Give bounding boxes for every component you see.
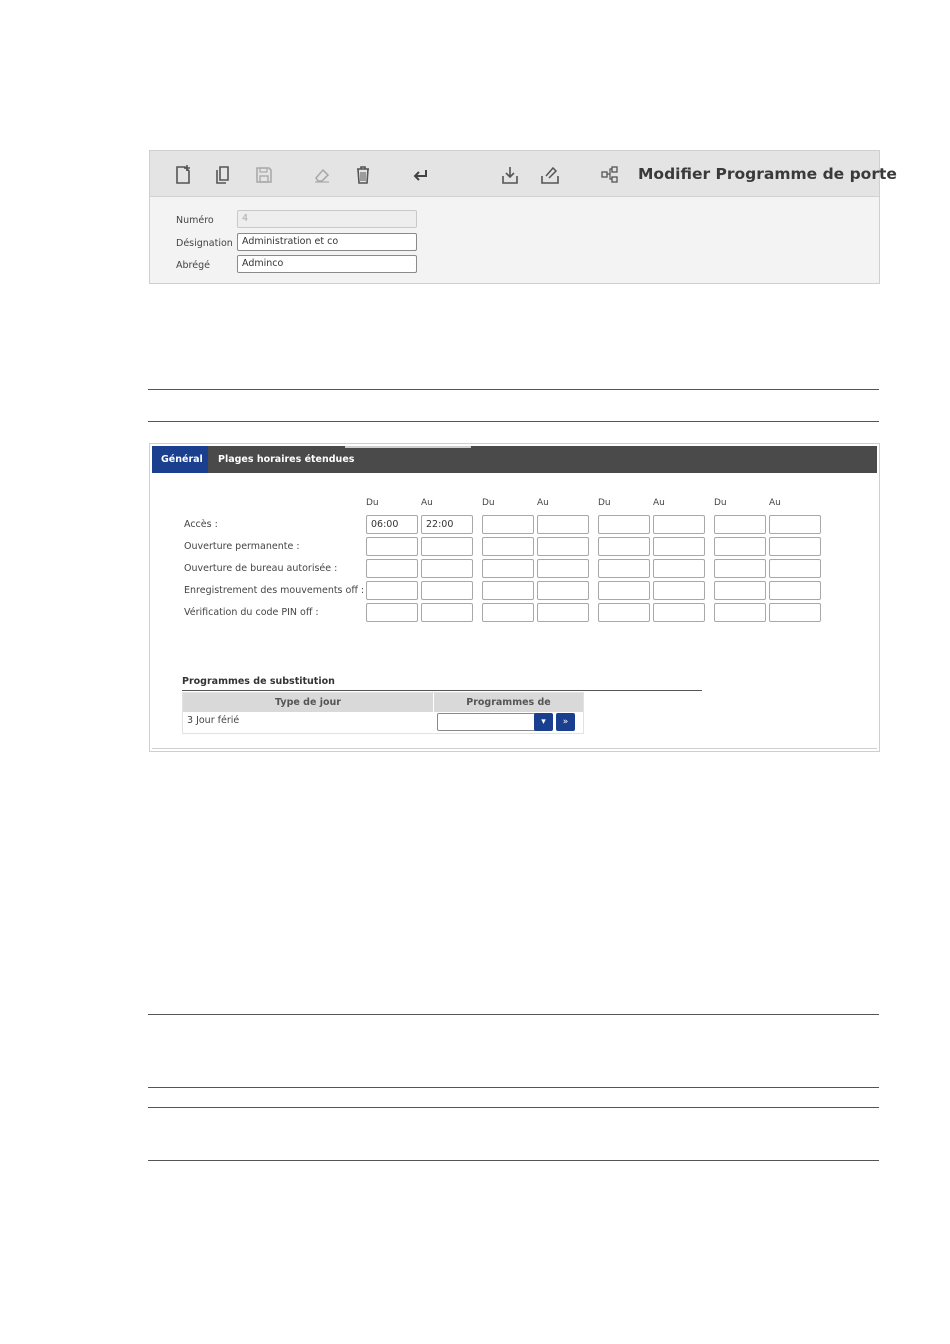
trash-icon[interactable] — [352, 164, 374, 186]
time-input[interactable] — [714, 537, 766, 556]
form-title: Modifier Programme de porte — [638, 165, 897, 183]
time-input[interactable] — [482, 515, 534, 534]
col-to: Au — [537, 498, 549, 508]
return-icon[interactable] — [410, 164, 432, 186]
time-input[interactable] — [537, 537, 589, 556]
time-input[interactable] — [537, 581, 589, 600]
time-input[interactable] — [769, 581, 821, 600]
time-input[interactable] — [714, 559, 766, 578]
time-input[interactable] — [653, 537, 705, 556]
dropdown-button[interactable] — [534, 713, 553, 731]
substitution-table — [182, 692, 584, 734]
time-input[interactable] — [482, 603, 534, 622]
time-input[interactable] — [482, 581, 534, 600]
toolbar — [150, 151, 897, 197]
time-input[interactable] — [366, 581, 418, 600]
double-chevron-right-icon: » — [562, 717, 569, 727]
time-input[interactable] — [653, 603, 705, 622]
time-input[interactable] — [598, 515, 650, 534]
time-input[interactable] — [482, 537, 534, 556]
tab-extended-time-ranges[interactable]: Plages horaires étendues — [218, 454, 355, 465]
navigate-button[interactable] — [556, 713, 575, 731]
time-input[interactable] — [598, 537, 650, 556]
divider — [148, 1107, 879, 1108]
tab-indicator — [345, 446, 471, 448]
time-input[interactable] — [714, 515, 766, 534]
time-input[interactable] — [653, 515, 705, 534]
export-icon[interactable] — [539, 164, 561, 186]
eraser-icon[interactable] — [311, 164, 333, 186]
col-from: Du — [482, 498, 495, 508]
designation-field[interactable]: Administration et co — [237, 233, 417, 251]
time-input[interactable] — [537, 603, 589, 622]
time-input[interactable] — [769, 603, 821, 622]
time-input[interactable] — [421, 559, 473, 578]
column-header-day-type: Type de jour — [183, 693, 433, 712]
substitution-select[interactable] — [437, 713, 537, 731]
time-input[interactable]: 22:00 — [421, 515, 473, 534]
tab-general[interactable]: Général — [152, 446, 208, 473]
time-input[interactable] — [421, 537, 473, 556]
time-input[interactable] — [366, 559, 418, 578]
col-from: Du — [598, 498, 611, 508]
save-icon[interactable] — [253, 164, 275, 186]
row-label-pin-off: Vérification du code PIN off : — [184, 607, 319, 618]
table-cell-day-type: 3 Jour férié — [187, 715, 240, 726]
numero-label: Numéro — [176, 215, 214, 226]
time-input[interactable] — [598, 581, 650, 600]
new-document-icon[interactable] — [172, 164, 194, 186]
col-from: Du — [366, 498, 379, 508]
form-panel — [149, 150, 897, 284]
divider — [148, 1160, 879, 1161]
general-panel — [149, 443, 880, 752]
row-label-ouverture-permanente: Ouverture permanente : — [184, 541, 300, 552]
chevron-down-icon: ▾ — [541, 717, 546, 727]
designation-label: Désignation — [176, 238, 233, 249]
col-to: Au — [769, 498, 781, 508]
column-header-substitution: Programmes de — [434, 693, 583, 712]
divider — [148, 1087, 879, 1088]
time-input[interactable] — [421, 581, 473, 600]
time-input[interactable] — [714, 603, 766, 622]
abrege-label: Abrégé — [176, 260, 210, 271]
divider — [148, 1014, 879, 1015]
panel-border — [152, 748, 877, 749]
time-input[interactable] — [366, 537, 418, 556]
col-to: Au — [653, 498, 665, 508]
relations-icon[interactable] — [599, 164, 621, 186]
copy-icon[interactable] — [212, 164, 234, 186]
section-divider — [182, 690, 702, 691]
substitution-title: Programmes de substitution — [182, 676, 335, 687]
numero-field: 4 — [237, 210, 417, 228]
divider — [148, 421, 879, 422]
row-label-acces: Accès : — [184, 519, 218, 530]
row-label-ouverture-bureau: Ouverture de bureau autorisée : — [184, 563, 338, 574]
divider — [148, 389, 879, 390]
time-input[interactable] — [482, 559, 534, 578]
abrege-field[interactable]: Adminco — [237, 255, 417, 273]
time-input[interactable] — [366, 603, 418, 622]
time-input[interactable] — [769, 559, 821, 578]
time-input[interactable]: 06:00 — [366, 515, 418, 534]
time-input[interactable] — [598, 559, 650, 578]
import-icon[interactable] — [499, 164, 521, 186]
time-input[interactable] — [769, 537, 821, 556]
time-input[interactable] — [769, 515, 821, 534]
col-from: Du — [714, 498, 727, 508]
row-label-enregistrement-off: Enregistrement des mouvements off : — [184, 585, 365, 596]
time-input[interactable] — [421, 603, 473, 622]
tab-bar — [152, 446, 877, 473]
time-input[interactable] — [653, 559, 705, 578]
time-input[interactable] — [598, 603, 650, 622]
time-input[interactable] — [653, 581, 705, 600]
time-input[interactable] — [537, 559, 589, 578]
col-to: Au — [421, 498, 433, 508]
time-input[interactable] — [714, 581, 766, 600]
time-input[interactable] — [537, 515, 589, 534]
